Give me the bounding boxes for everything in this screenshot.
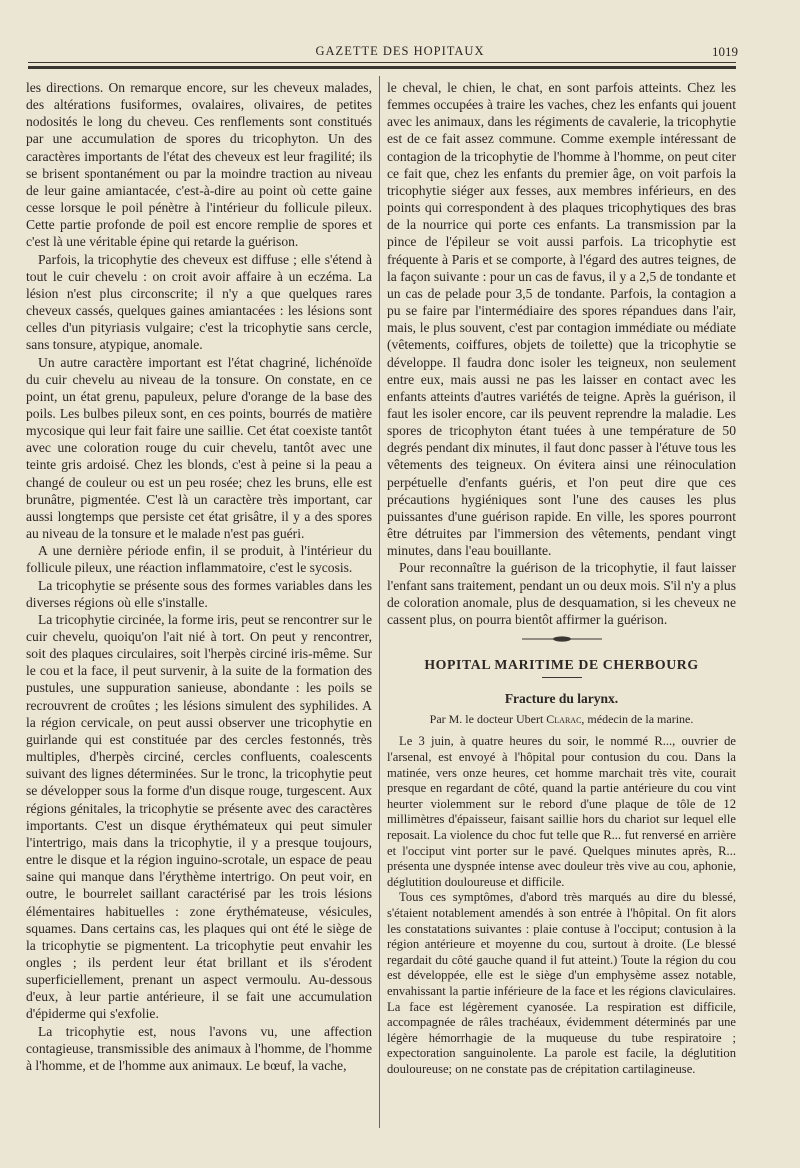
column-divider	[379, 76, 380, 1128]
article-paragraph: Tous ces symptômes, d'abord très marqués au dire du blessé, s'étaient notablement amendés à son entrée à l'hôpital. On fit alors les constatations suivantes : plaie contuse à l'occiput; contusion à la région antérieure et moyenne du cou, surtout à droite. (Le blessé regardait du côté gauche quand il fut atteint.) Toute la région du cou est développée, elle est le siège d'un emphysème assez notable, envahissant la partie inférieure de la face et les régions claviculaires. La face est légèrement cyanosée. La respiration est difficile, accompagnée de râles trachéaux, évidemment déterminés par une légère hémorrhagie de la muqueuse du tube respiratoire ; expectoration sanguinolente. La parole est facile, la déglutition douloureuse; on ne constate pas de crépitation cartilagineuse.	[387, 890, 736, 1076]
paragraph: Parfois, la tricophytie des cheveux est diffuse ; elle s'étend à tout le cuir chevelu : on croit avoir affaire à un eczéma. La lésion n'est plus circonscrite; il n'y a que quelques rares cheveux cassés, quelques gaines amiantacées : les lésions sont celles d'un pityriasis vulgaire; c'est la tricophytie sans cercle, sans tonsure, atypique, anomale.	[26, 251, 372, 353]
paragraph: Un autre caractère important est l'état chagriné, lichénoïde du cuir chevelu au niveau de la tonsure. On constate, en ce point, un état grenu, papuleux, pelure d'orange de la base des poils. Les bulbes pileux sont, en ces points, bourrés de matière mycosique qui leur fait faire une saillie. Cet état coexiste tantôt avec une coloration rouge du cuir chevelu, tantôt avec une teinte gris ardoisé. Chez les blonds, c'est à peine si la peau a changé de couleur ou est un peu rosée; chez les bruns, elle est brunâtre, pigmentée. C'est là un caractère très important, car aussi longtemps que persiste cet état grisâtre, il y a des spores au niveau de la tonsure et le malade n'est pas guéri.	[26, 354, 372, 542]
byline-prefix: Par M. le docteur Ubert	[429, 712, 544, 727]
page-number: 1019	[712, 44, 738, 59]
paragraph: le cheval, le chien, le chat, en sont parfois atteints. Chez les femmes occupées à traire les vaches, chez les enfants qui jouent avec les animaux, dans les régiments de cavalerie, la tricophytie est de ce fait assez commune. Comme exemple intéressant de contagion de la tricophytie de l'homme à l'homme, on peut citer ce fait que, chez les enfants du premier âge, on voit parfois la tricophytie siéger aux fesses, aux membres inférieurs, en des points qui correspondent à des plaques tricophytiques des bras de la nourrice qui porte ces enfants. La transmission par la pince de l'épileur se voit aussi parfois. La tricophytie est fréquente à Paris et se comporte, à l'égard des autres teignes, de la façon suivante : pour un cas de favus, il y a 2,5 de tondante et un cas de pelade pour 3,5 de tondante. Parfois, la contagion a pu se faire par l'intermédiaire des spores répandues dans l'air, mais, le plus souvent, c'est par contagion immédiate ou médiate (vêtements, coiffures, objets de toilette) que la tricophytie se développe. Il faudra donc isoler les teigneux, non seulement entre eux, mais aussi ne pas les laisser en contact avec les enfants atteints d'autres variétés de teigne. Après la guérison, il faut les isoler encore, car ils peuvent reprendre la maladie. Les spores de tricophyton étant tuées à une température de 50 degrés pendant dix minutes, il faut donc passer à l'étuve tous les vêtements des teigneux. On évitera ainsi une réinoculation perpétuelle d'enfants guéris, et l'on peut dire que ces précautions hygiéniques sont l'une des causes les plus puissantes d'une guérison rapide. En ville, les spores pourront être détruites par l'immersion des vêtements, pendant vingt minutes, dans l'eau bouillante.	[387, 80, 736, 559]
paragraph: La tricophytie est, nous l'avons vu, une affection contagieuse, transmissible des animaux à l'homme, de l'homme à l'homme, et de l'homme aux animaux. Le bœuf, la vache,	[26, 1023, 372, 1073]
paragraph: A une dernière période enfin, il se produit, à l'intérieur du follicule pileux, une réaction inflammatoire, c'est le sycosis.	[26, 543, 372, 576]
paragraph: les directions. On remarque encore, sur les cheveux malades, des altérations fusiformes, ovalaires, olivaires, de petites nodosités le long du cheveu. Ces renflements sont constitués par une accumulation de spores du tricophyton. Un des caractères importants de l'état des cheveux est leur fragilité; ils se brisent spontanément ou par la moindre traction au niveau de leur gaine amiantacée, c'est-à-dire au point où cette gaine cesse lorsque le poil pénètre à l'intérieur du follicule pileux. Cette partie profonde de poil est encore remplie de spores et c'est là une véritable épine qui retarde la guérison.	[26, 80, 372, 250]
section-title: HOPITAL MARITIME DE CHERBOURG	[424, 657, 699, 672]
ornament-divider-icon	[522, 635, 602, 643]
byline-suffix: , médecin de la marine.	[581, 712, 694, 727]
journal-title: GAZETTE DES HOPITAUX	[315, 44, 485, 58]
right-column	[387, 79, 736, 1078]
paragraph: La tricophytie se présente sous des formes variables dans les diverses régions où elle s'installe.	[26, 577, 372, 610]
article-paragraph: Le 3 juin, à quatre heures du soir, le nommé R..., ouvrier de l'arsenal, est envoyé à l'hôpital pour contusion du cou. Dans la matinée, vers onze heures, cet homme marchait très vite, courait presque en regardant de côté, quand la partie antérieure du cou vint heurter violemment sur le rebord d'une plaque de tôle de 12 millimètres d'épaisseur, faisant saillie hors du chariot sur lequel elle reposait. La violence du choc fut telle que R... fut renversé en arrière et l'occiput vint porter sur le pavé. Quelques minutes après, R... présenta une dyspnée intense avec douleur très vive au cou, aphonie, déglutition douloureuse et difficile.	[387, 734, 736, 889]
header-rule-thick	[28, 66, 736, 69]
paragraph: Pour reconnaître la guérison de la tricophytie, il faut laisser l'enfant sans traitement, pendant un ou deux mois. S'il n'y a plus de coloration anomale, plus de desquamation, si les cheveux ne cassent plus, on pourra bientôt affirmer la guérison.	[387, 560, 736, 627]
byline-author: Clarac	[546, 712, 582, 727]
section-ornament	[387, 634, 736, 648]
byline	[387, 711, 736, 728]
header-rule-thin	[28, 62, 736, 63]
paragraph: La tricophytie circinée, la forme iris, peut se rencontrer sur le cuir chevelu, quoiqu'on l'ait nié à tort. On peut y rencontrer, soit des plaques circulaires, soit l'herpès circiné iris-même. Sur le cou et la face, il peut survenir, à la suite de la formation des pustules, une suppuration sanieuse, abondante : les poils se recrouvrent de croûtes ; les lésions simulent des syphilides. A la région cervicale, on peut aussi observer une tricophytie en guirlande qui est constituée par des cercles festonnés, très multiples, d'herpès circiné, cercles confluents, coalescents suivant des lignes déterminées. Sur le tronc, la tricophytie peut se développer sous la forme d'un disque rouge, turgescent. Aux régions génitales, la tricophytie se présente avec des caractères importants. C'est un disque érythémateux qui peut simuler l'intertrigo, mais dans la tricophytie, il y a presque toujours, entre le disque et la région inguino-scrotale, un espace de peau saine qui manque dans l'érythème intertrigo. On peut voir, en outre, le bourrelet saillant caractérisé par les trois lésions élémentaires habituelles : zone érythémateuse, vésicules, squames. Dans certains cas, les plaques qui ont été le siège de la tricophytie se pigmentent. La tricophytie peut envahir les ongles ; ils perdent leur état brillant et ils s'érodent superficiellement, prenant un aspect vermoulu. Au-dessous d'eux, à leur partie antérieure, il se fait une accumulation d'épiderme qui s'exfolie.	[26, 611, 372, 1022]
article-title: Fracture du larynx.	[504, 691, 619, 707]
left-column	[26, 79, 372, 1074]
title-rule	[542, 677, 582, 678]
